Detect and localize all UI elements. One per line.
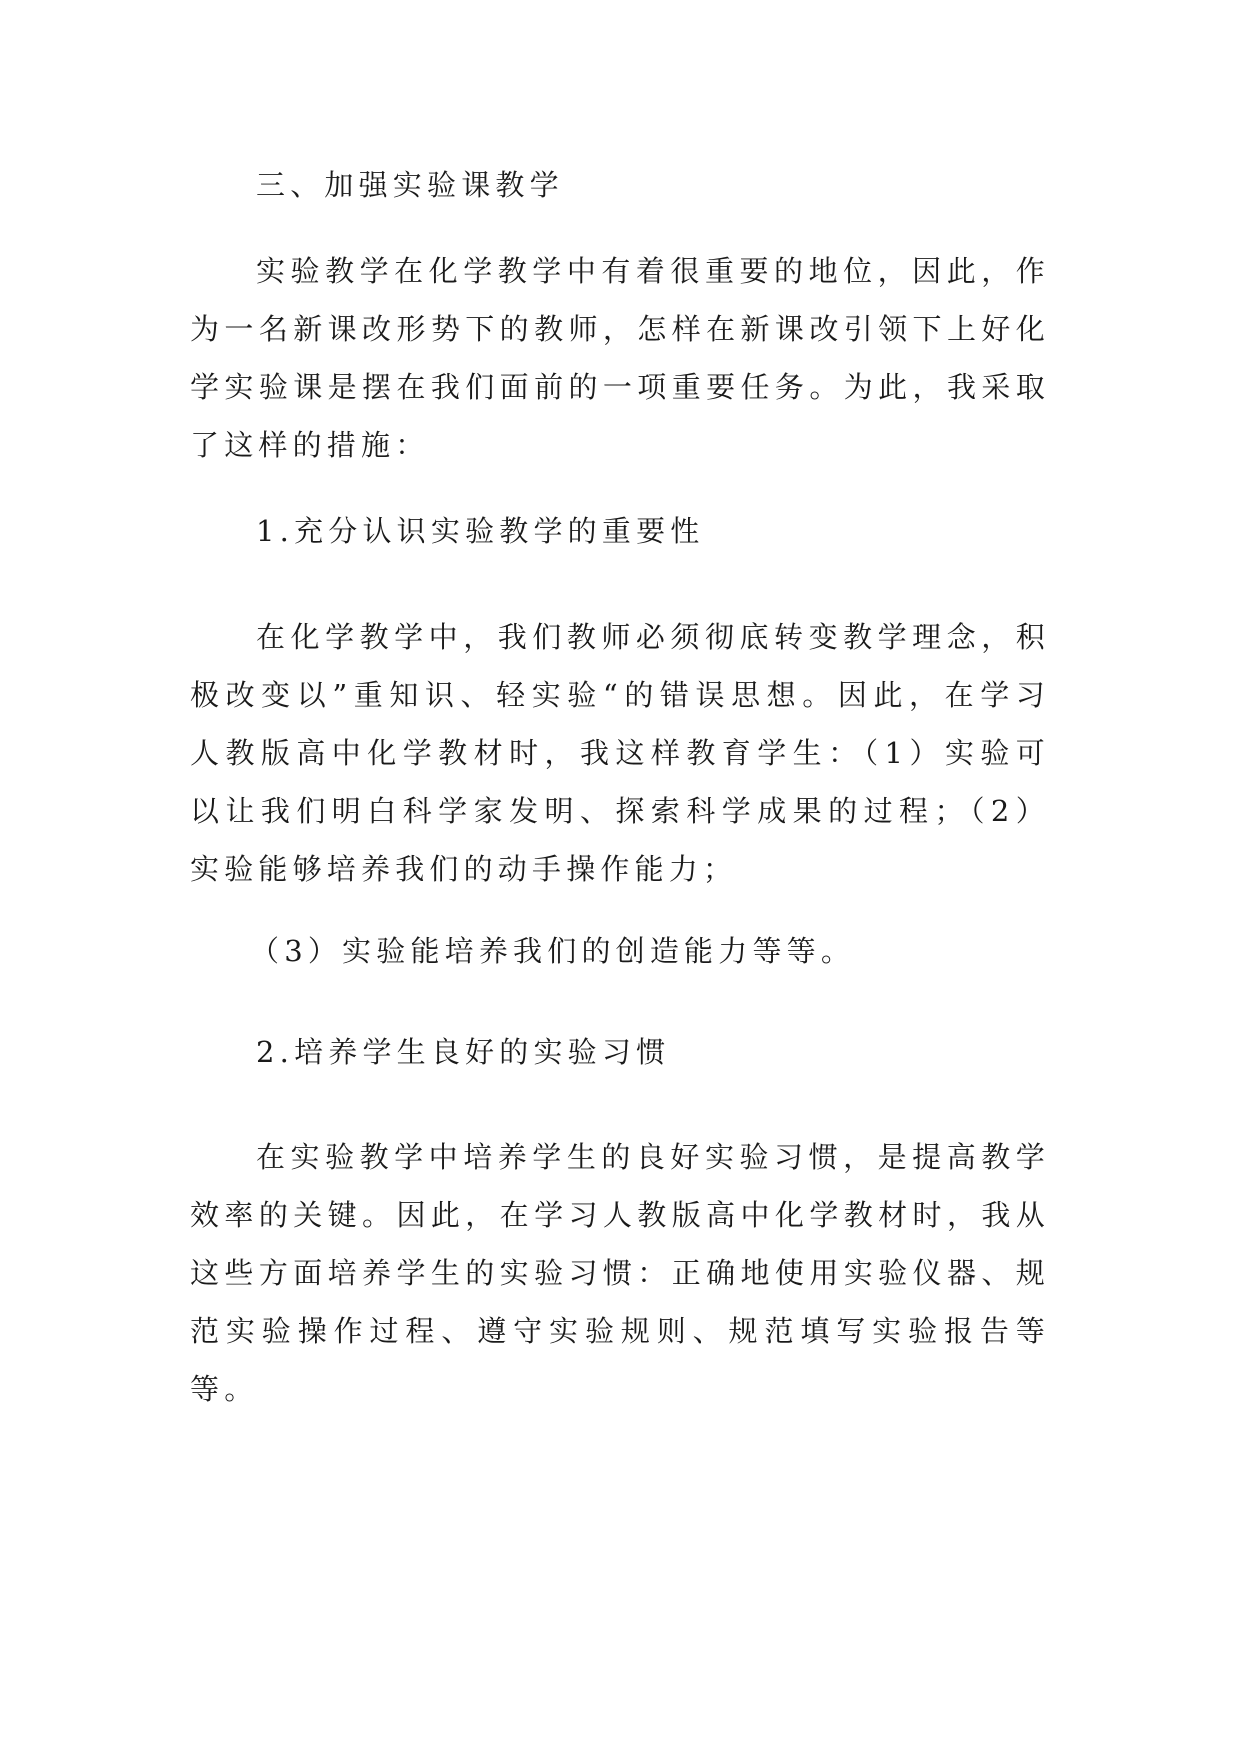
subheading-2: 2.培养学生良好的实验习惯 [256, 1035, 671, 1069]
paragraph-2: 在实验教学中培养学生的良好实验习惯，是提高教学效率的关键。因此，在学习人教版高中化学教材时，我从这些方面培养学生的实验习惯：正确地使用实验仪器、规范实验操作过程、遵守实验规则、规范填写实验报告等等。 [190, 1140, 1050, 1406]
paragraph-1: 在化学教学中，我们教师必须彻底转变教学理念，积极改变以”重知识、轻实验“的错误思想。因此，在学习人教版高中化学教材时，我这样教育学生：（1）实验可以让我们明白科学家发明、探索科学成果的过程；（2）实验能够培养我们的动手操作能力； [190, 620, 1050, 886]
section-heading: 三、加强实验课教学 [256, 168, 564, 202]
subheading-1: 1.充分认识实验教学的重要性 [256, 514, 705, 548]
paragraph-1-continued: （3）实验能培养我们的创造能力等等。 [250, 934, 856, 968]
intro-paragraph: 实验教学在化学教学中有着很重要的地位，因此，作为一名新课改形势下的教师，怎样在新课改引领下上好化学实验课是摆在我们面前的一项重要任务。为此，我采取了这样的措施： [190, 254, 1050, 462]
